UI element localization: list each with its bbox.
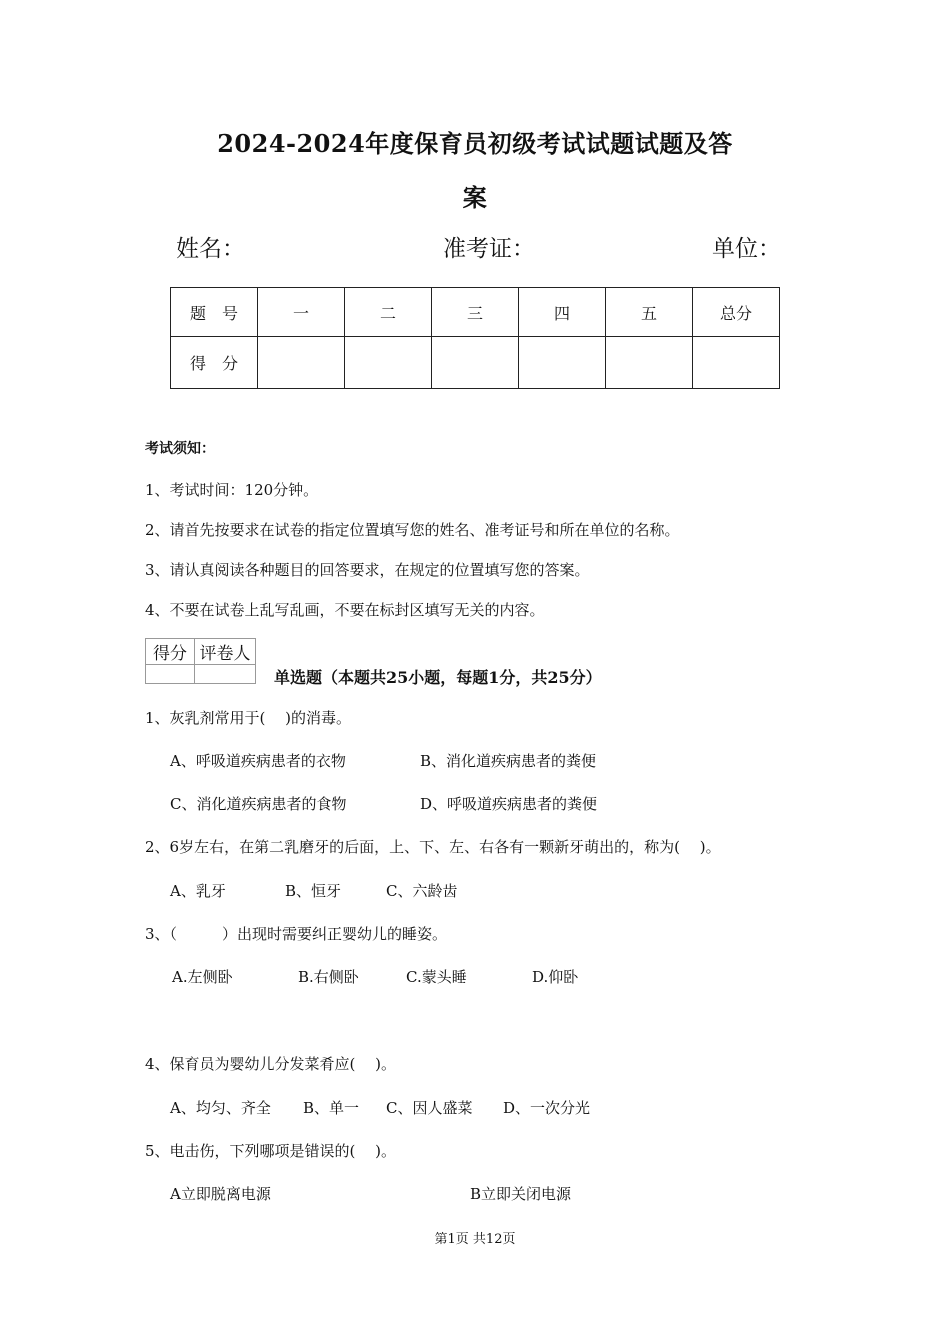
notice-item: 2、请首先按要求在试卷的指定位置填写您的姓名、准考证号和所在单位的名称。 <box>145 521 680 539</box>
score-header-3: 三 <box>432 288 519 337</box>
score-table-score-row <box>171 337 780 389</box>
question-option: D、呼吸道疾病患者的粪便 <box>420 795 598 813</box>
notice-item: 1、考试时间：120分钟。 <box>145 481 319 499</box>
question-option: B.右侧卧 <box>298 968 359 986</box>
score-header-5: 五 <box>606 288 693 337</box>
question-option: A、乳牙 <box>170 882 226 900</box>
score-row-label: 得 分 <box>171 337 258 389</box>
score-header-2: 二 <box>345 288 432 337</box>
grader-name-cell <box>195 665 256 684</box>
notice-item: 4、不要在试卷上乱写乱画，不要在标封区填写无关的内容。 <box>145 601 545 619</box>
question-option: A.左侧卧 <box>172 968 233 986</box>
section-title: 单选题（本题共25小题，每题1分，共25分） <box>274 668 602 687</box>
score-table <box>170 287 780 389</box>
question-stem: 2、6岁左右，在第二乳磨牙的后面，上、下、左、右各有一颗新牙萌出的，称为( )。 <box>145 838 721 856</box>
score-cell <box>345 337 432 389</box>
score-header-1: 一 <box>258 288 345 337</box>
question-option: A、均匀、齐全 <box>170 1099 271 1117</box>
question-option: C、消化道疾病患者的食物 <box>170 795 347 813</box>
grader-score-cell <box>146 665 195 684</box>
page-footer: 第1页 共12页 <box>434 1232 516 1247</box>
question-option: B、恒牙 <box>285 882 342 900</box>
notice-item: 3、请认真阅读各种题目的回答要求，在规定的位置填写您的答案。 <box>145 561 590 579</box>
question-option: C、因人盛菜 <box>386 1099 473 1117</box>
grader-score-label: 得分 <box>146 639 195 665</box>
score-header-4: 四 <box>519 288 606 337</box>
question-option: D、一次分光 <box>503 1099 591 1117</box>
question-option: A、呼吸道疾病患者的衣物 <box>170 752 346 770</box>
notice-heading: 考试须知： <box>145 441 215 457</box>
question-stem: 5、电击伤，下列哪项是错误的( )。 <box>145 1142 397 1160</box>
question-option: D.仰卧 <box>532 968 579 986</box>
score-cell <box>606 337 693 389</box>
score-table-header-row <box>171 288 780 337</box>
score-cell <box>519 337 606 389</box>
question-stem: 3、（ ）出现时需要纠正婴幼儿的睡姿。 <box>145 925 448 943</box>
unit-field-label: 单位： <box>712 236 781 262</box>
question-option: B、消化道疾病患者的粪便 <box>420 752 597 770</box>
question-stem: 1、灰乳剂常用于( )的消毒。 <box>145 709 352 727</box>
question-option: C.蒙头睡 <box>406 968 467 986</box>
score-cell <box>258 337 345 389</box>
document-title-line2: 案 <box>462 183 488 212</box>
question-option: B、单一 <box>303 1099 360 1117</box>
question-option: A立即脱离电源 <box>170 1185 271 1203</box>
score-header-label: 题 号 <box>171 288 258 337</box>
score-cell <box>432 337 519 389</box>
grader-name-label: 评卷人 <box>195 639 256 665</box>
exam-id-field-label: 准考证： <box>443 236 535 262</box>
grader-box <box>145 638 256 684</box>
question-option: B立即关闭电源 <box>470 1185 572 1203</box>
score-header-total: 总分 <box>693 288 780 337</box>
question-option: C、六龄齿 <box>386 882 458 900</box>
score-cell <box>693 337 780 389</box>
document-title-line1: 2024-2024年度保育员初级考试试题试题及答 <box>217 129 733 158</box>
question-stem: 4、保育员为婴幼儿分发菜肴应( )。 <box>145 1055 397 1073</box>
name-field-label: 姓名： <box>176 236 245 262</box>
